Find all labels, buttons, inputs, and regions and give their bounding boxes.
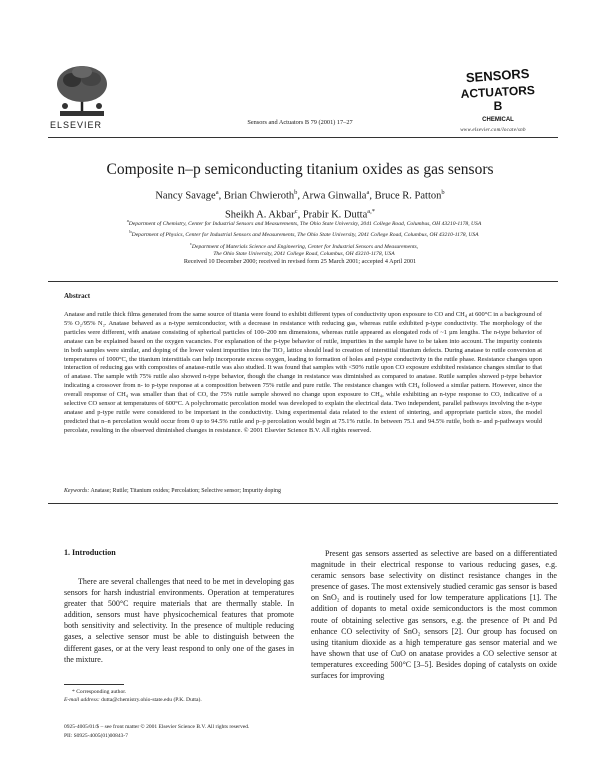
keywords — [64, 488, 542, 494]
svg-text:CHEMICAL: CHEMICAL — [482, 117, 514, 123]
journal-url: www.elsevier.com/locate/snb — [460, 128, 526, 133]
journal-reference: Sensors and Actuators B 79 (2001) 17–27 — [247, 119, 353, 126]
footnote — [64, 688, 304, 704]
journal-logo — [448, 66, 548, 132]
abstract-top-divider — [48, 281, 558, 282]
affiliation-marker: a,* — [367, 207, 376, 215]
affiliation-marker: b — [441, 189, 445, 196]
corresponding-author-note: * Corresponding author. — [72, 689, 127, 695]
pii-line: PII: S0925-4005(01)00843-7 — [64, 732, 129, 739]
affiliations — [48, 217, 560, 259]
paragraph: There are several challenges that need to be met in developing gas sensors for harsh industrial environments. Operation at temperatures greater that 500°C require materials that are thermally stable. In addition, sensors must have physicochemical features that promote both sensitivity and selectivity. In the presence of multiple reducing gases, a selective sensor must be able to distinguish between the different gases, or at the very least respond to only one of the gases in the mixture. — [64, 577, 294, 664]
author-name: , Brian Chwieroth — [218, 190, 295, 202]
author-name: Nancy Savage — [155, 190, 216, 202]
email-line: E-mail address: dutta@chemistry.ohio-state.edu (P.K. Dutta). — [64, 697, 202, 704]
author-name: Sheikh A. Akbar — [224, 209, 295, 220]
publisher-name: ELSEVIER — [50, 120, 103, 130]
received-dates: Received 10 December 2000; received in revised form 25 March 2001; accepted 4 April 2001 — [183, 258, 417, 265]
affiliation-marker: a — [215, 189, 219, 196]
affiliation-c: $^c$Department of Materials Science and Engineering, Center for Industrial Sensors and Measurements, — [189, 240, 419, 250]
svg-text:ACTUATORS: ACTUATORS — [460, 83, 536, 101]
section-heading: 1. Introduction — [64, 548, 116, 557]
abstract-bottom-divider — [48, 503, 558, 504]
copyright-line: 0925-4005/01/$ – see front matter © 2001 Elsevier Science B.V. All rights reserved. — [64, 724, 250, 730]
keywords-list: Anatase; Rutile; Titanium oxides; Percolation; Selective sensor; Impurity doping — [89, 488, 281, 494]
affiliation-marker: b — [294, 189, 298, 196]
affiliation-marker: a — [366, 189, 370, 196]
abstract-heading: Abstract — [64, 292, 91, 300]
paragraph: Present gas sensors asserted as selective are based on a differentiated magnitude in their electrical response to various reducing gases, e.g. ceramic sensors base selectivity on distinct resistance changes in the presence of gases. The most extensively studied ceramic gas sensor is based on SnO₂ and is routinely used for low temperature applications [1]. The addition of dopants to metal oxide semiconductors is the most common route of obtaining selective gas sensors, e.g. the presence of Pt and Pd enhance CO selectivity of SnO₂ sensors [2]. Our group has focused on using titanium dioxide as a high temperature gas sensor material and we have shown that use of CuO on anatase provides a CO selective sensor at temperatures exceeding 500°C [3–5]. Besides doping of catalysts on oxide surfaces for improving — [311, 549, 557, 681]
keywords-label: Keywords: — [64, 488, 90, 494]
affiliation-a: $^a$Department of Chemistry, Center for Industrial Sensors and Measurements, The Ohio State University, 2041 College Road, Columbus, OH 43210-1178, USA — [126, 218, 482, 227]
affiliation-c-cont: The Ohio State University, 2041 College Road, Columbus, OH 43210-1178, USA — [213, 251, 395, 258]
left-column — [64, 576, 294, 665]
author-name: , Bruce R. Patton — [369, 190, 442, 202]
footnote-divider — [64, 684, 124, 685]
affiliation-b: $^b$Department of Physics, Center for Industrial Sensors and Measurements, The Ohio State University, 2041 College Road, Columbus, OH 43210-1178, USA — [129, 229, 479, 239]
affiliation-marker: c — [294, 207, 298, 215]
right-column — [311, 548, 557, 681]
svg-text:SENSORS: SENSORS — [465, 66, 530, 86]
svg-text:B: B — [493, 99, 503, 113]
header-divider — [48, 137, 558, 138]
article-title: Composite n–p semiconducting titanium oxides as gas sensors — [106, 161, 494, 178]
author-name: , Prabir K. Dutta — [297, 209, 368, 220]
author-name: , Arwa Ginwalla — [297, 190, 367, 202]
abstract-text: Anatase and rutile thick films generated from the same source of titania were found to exhibit different types of conductivity upon exposure to CO and CH₄ at 600°C in a background of 5% O₂/95% N₂. Anatase behaved as a n-type semiconductor, with a decrease in resistance with reducing gas, whereas rutile exhibited p-type conductivity. The morphology of the particles were different, with anatase consisting of spherical particles of 100–200 nm dimensions, whereas rutile appeared as elongated rods of ~1 µm lengths. The n-type behavior of anatase can be explained based on the oxygen vacancies. For explanation of the p-type behavior of rutile, impurities in the sample have to be taken into account. The impurity contents in both samples were similar, and doping of the lower valent impurities into the TiO₂ lattice should lead to creation of interstitial titanium defects. During anatase to rutile conversion at temperatures of 1000°C, the titanium interstitials can help incorporate excess oxygen, leading to formation of holes and p-type conductivity in the rutile phase. Resistance changes upon interaction of reducing gas with composites of anatase-rutile was also studied. It was found that samples with <50% rutile upon CO exposure exhibited resistance changes similar to that of anatase. The sample with 75% rutile also showed n-type behavior, though the change in resistance was diminished as compared to anatase. Rutile samples showed p-type behavior indicating a crossover from n- to p-type response at a composition between 75% rutile and pure rutile. The resistance changes with CH₄ followed a similar pattern. However, since the overall response of CH₄ was smaller than that of CO, the 75% rutile sample showed no change upon exposure to CH₄, while exhibiting an n-type response to CO, indicative of a selective CO sensor at temperatures of 600°C. A polychromatic percolation model was developed to explain the electrical data. Two independent, parallel pathways involving the n-type anatase and p-type rutile were considered to be important in the conductivity. Using experimental data related to the extent of sintering, and appropriate particle sizes, the model predicted that n–n percolation would occur from 0 up to 94.5% rutile and p–p percolation would begin at 75.1% rutile. In between 75.1 and 94.5% rutile, both n- and p-pathways would percolate, resulting in the observed diminished changes in resistance. © 2001 Elsevier Science B.V. All rights reserved. — [64, 311, 542, 434]
page-footer — [64, 723, 484, 740]
